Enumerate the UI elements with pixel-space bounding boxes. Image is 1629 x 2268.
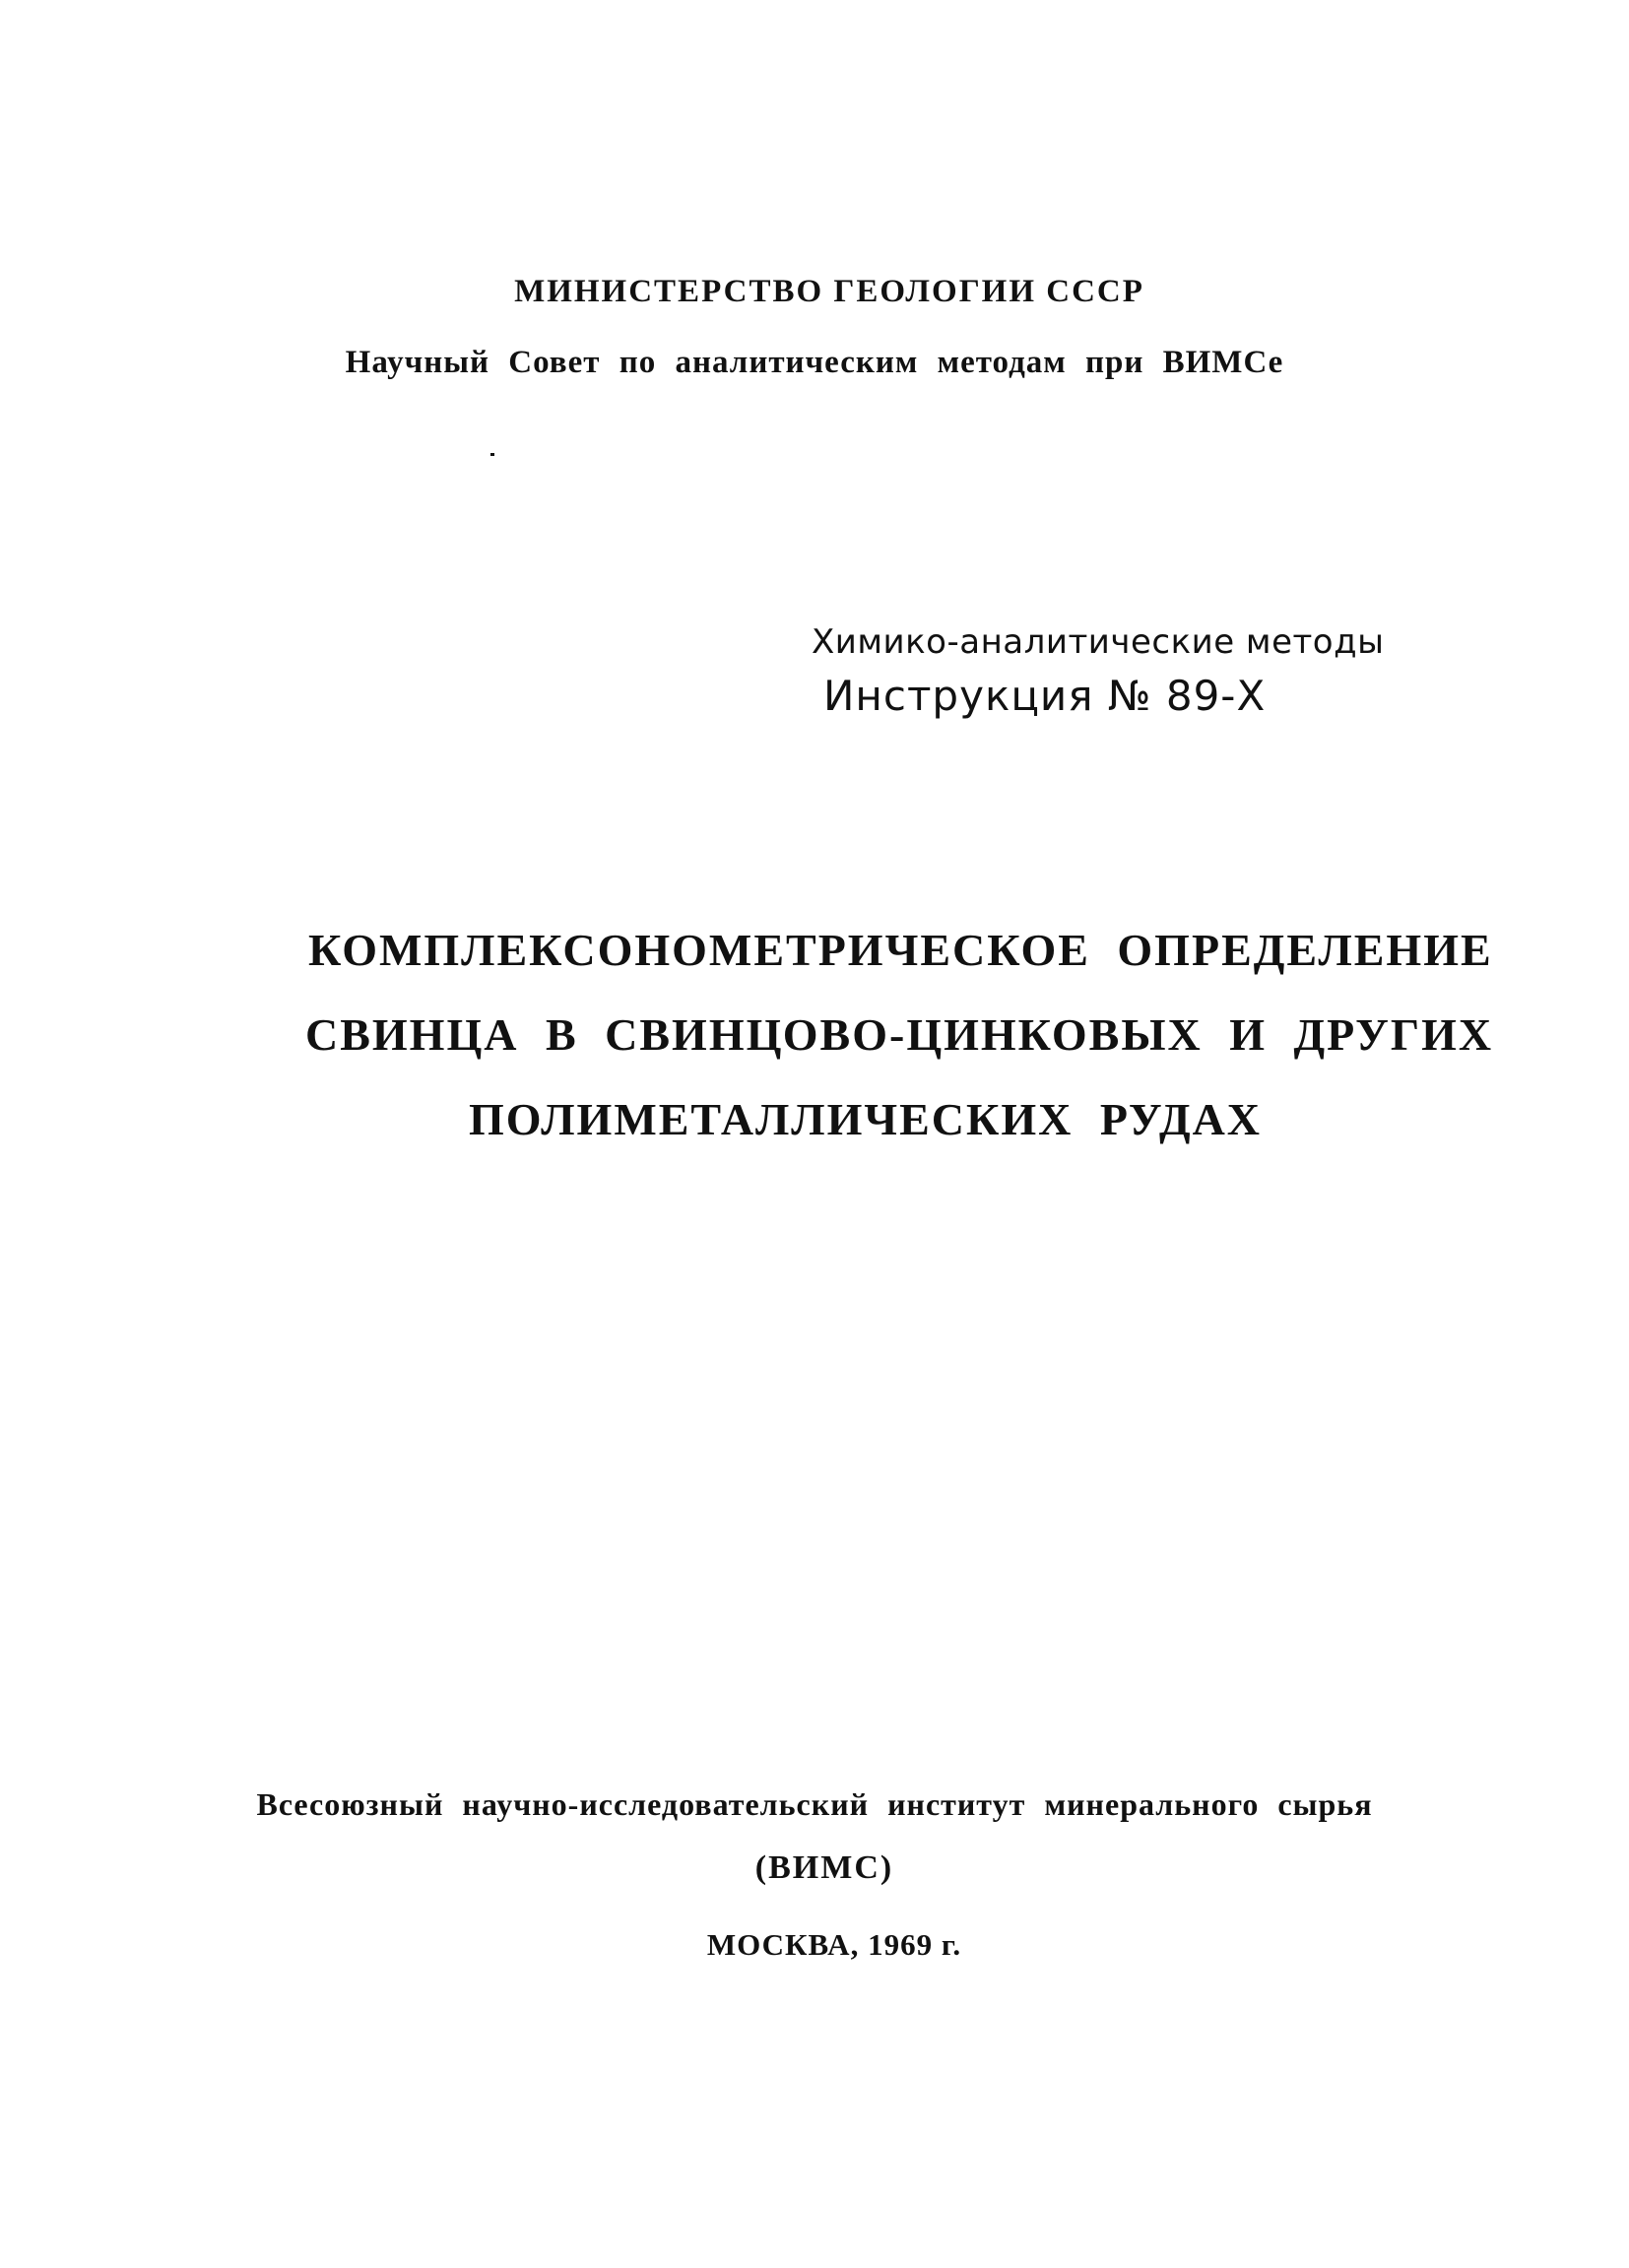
title-line-3: ПОЛИМЕТАЛЛИЧЕСКИХ РУДАХ	[469, 1094, 1263, 1144]
stray-dot	[490, 453, 494, 456]
institute-abbreviation: (ВИМС)	[754, 1849, 894, 1886]
title-line-2: СВИНЦА В СВИНЦОВО-ЦИНКОВЫХ И ДРУГИХ	[305, 1009, 1494, 1060]
ministry-heading: МИНИСТЕРСТВО ГЕОЛОГИИ СССР	[514, 274, 1144, 309]
document-title	[0, 908, 1629, 1162]
instruction-number: Инструкция № 89-Х	[823, 672, 1267, 720]
series-block	[812, 622, 1521, 720]
institute-name: Всесоюзный научно-исследовательский институт минерального сырья	[256, 1786, 1373, 1822]
council-subheading: Научный Совет по аналитическим методам при ВИМСе	[345, 345, 1284, 380]
series-name: Химико-аналитические методы	[812, 622, 1385, 662]
title-line-1: КОМПЛЕКСОНОМЕТРИЧЕСКОЕ ОПРЕДЕЛЕНИЕ	[308, 925, 1493, 975]
city-year: МОСКВА, 1969 г.	[706, 1927, 962, 1962]
